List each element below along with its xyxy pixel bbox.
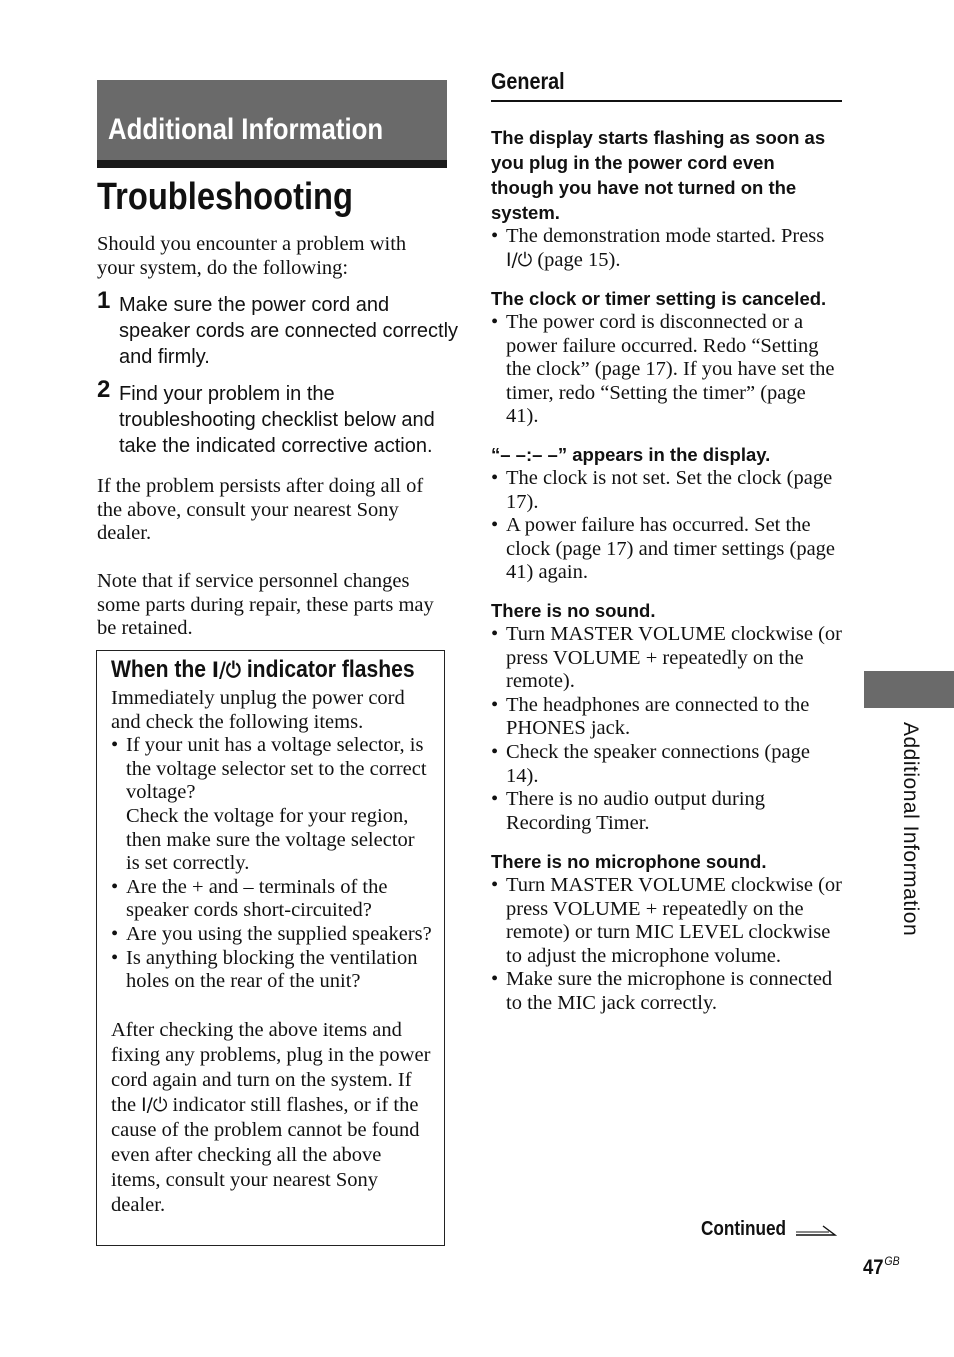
box-intro: Immediately unplug the power cord and check the following items. — [111, 687, 405, 733]
section-header — [97, 80, 447, 168]
step-2 — [97, 376, 452, 459]
continued-label: Continued — [701, 1218, 787, 1240]
bullet-extra: Check the voltage for your region, then make sure the voltage selector is set correctly. — [126, 804, 415, 875]
list-item: • Make sure the microphone is connected to the MIC jack correctly. — [491, 968, 842, 1015]
list-item: • The power cord is disconnected or a power failure occurred. Redo “Setting the clock” (page 17). If you have set the timer, redo “Setting the timer” (page 41). — [491, 311, 842, 429]
persist-paragraph: If the problem persists after doing all of the above, consult your nearest Sony dealer. — [97, 475, 424, 545]
list-item: • Are the + and – terminals of the speaker cords short-circuited? — [111, 876, 433, 923]
box-title: When the I/⏻ indicator flashes — [111, 656, 415, 683]
heading-rule — [491, 100, 842, 102]
list-item: • The headphones are connected to the PHONES jack. — [491, 694, 842, 741]
issue-question: There is no sound. — [491, 600, 656, 621]
page-title: Troubleshooting — [97, 176, 353, 218]
continued-arrow-icon — [795, 1222, 837, 1238]
page-number: $47^{GB}$ — [863, 1254, 900, 1279]
box-body — [111, 687, 433, 1218]
list-item: • The clock is not set. Set the clock (page 17). — [491, 467, 842, 514]
issue-question: The clock or timer setting is canceled. — [491, 288, 827, 309]
box-after-text: After checking the above items and fixing any problems, plug in the power cord again and turn on the system. If the I/⏻ indicator still flashes, or if the cause of the problem cannot be found even after checking all the above items, consult your nearest Sony dealer. — [111, 1018, 431, 1216]
intro-text: Should you encounter a problem with your system, do the following: — [97, 233, 407, 279]
list-item: • Check the speaker connections (page 14). — [491, 741, 842, 788]
general-heading: General — [491, 68, 565, 94]
issue-no-sound — [491, 598, 842, 835]
indicator-flash-box — [96, 650, 445, 1246]
issue-question: “– –:– –” appears in the display. — [491, 444, 771, 465]
list-item: • Is anything blocking the ventilation holes on the rear of the unit? — [111, 947, 433, 994]
side-tab — [864, 671, 954, 708]
issue-no-mic-sound — [491, 849, 842, 1016]
issue-clock-canceled — [491, 286, 842, 429]
step-1 — [97, 287, 459, 370]
issue-display-dashes — [491, 442, 842, 585]
page-suffix: GB — [884, 1254, 900, 1268]
list-item: • Turn MASTER VOLUME clockwise (or press VOLUME + repeatedly on the remote). — [491, 623, 842, 694]
note-paragraph: Note that if service personnel changes some parts during repair, these parts may be retained. — [97, 570, 434, 640]
side-tab-label: Additional Information — [899, 722, 922, 937]
issue-display-flashing — [491, 125, 842, 272]
power-icon: I/⏻ — [506, 249, 533, 271]
issue-question: There is no microphone sound. — [491, 851, 767, 872]
list-item: • A power failure has occurred. Set the clock (page 17) and timer settings (page 41) again. — [491, 514, 842, 585]
box-checklist — [111, 734, 433, 994]
list-item: • Are you using the supplied speakers? — [111, 923, 433, 947]
step-number: 1 — [97, 287, 111, 314]
section-title: Additional Information — [108, 113, 384, 146]
step-number: 2 — [97, 376, 111, 403]
step-text: Find your problem in the troubleshooting checklist below and take the indicated corrective action. — [119, 383, 435, 457]
step-text: Make sure the power cord and speaker cords are connected correctly and firmly. — [119, 294, 459, 368]
list-item: • The demonstration mode started. Press I/⏻ (page 15). — [491, 225, 842, 272]
power-icon: I/⏻ — [141, 1094, 168, 1116]
issue-question: The display starts flashing as soon as you plug in the power cord even though you have not turned on the system. — [491, 127, 826, 223]
list-item: • There is no audio output during Recording Timer. — [491, 788, 842, 835]
list-item: • Turn MASTER VOLUME clockwise (or press VOLUME + repeatedly on the remote) or turn MIC LEVEL clockwise to adjust the microphone volume. — [491, 874, 842, 968]
list-item: • If your unit has a voltage selector, is the voltage selector set to the correct voltage? Check the voltage for your region, then make sure the voltage selector is set correctly. — [111, 734, 433, 876]
power-icon: I/⏻ — [211, 658, 241, 683]
